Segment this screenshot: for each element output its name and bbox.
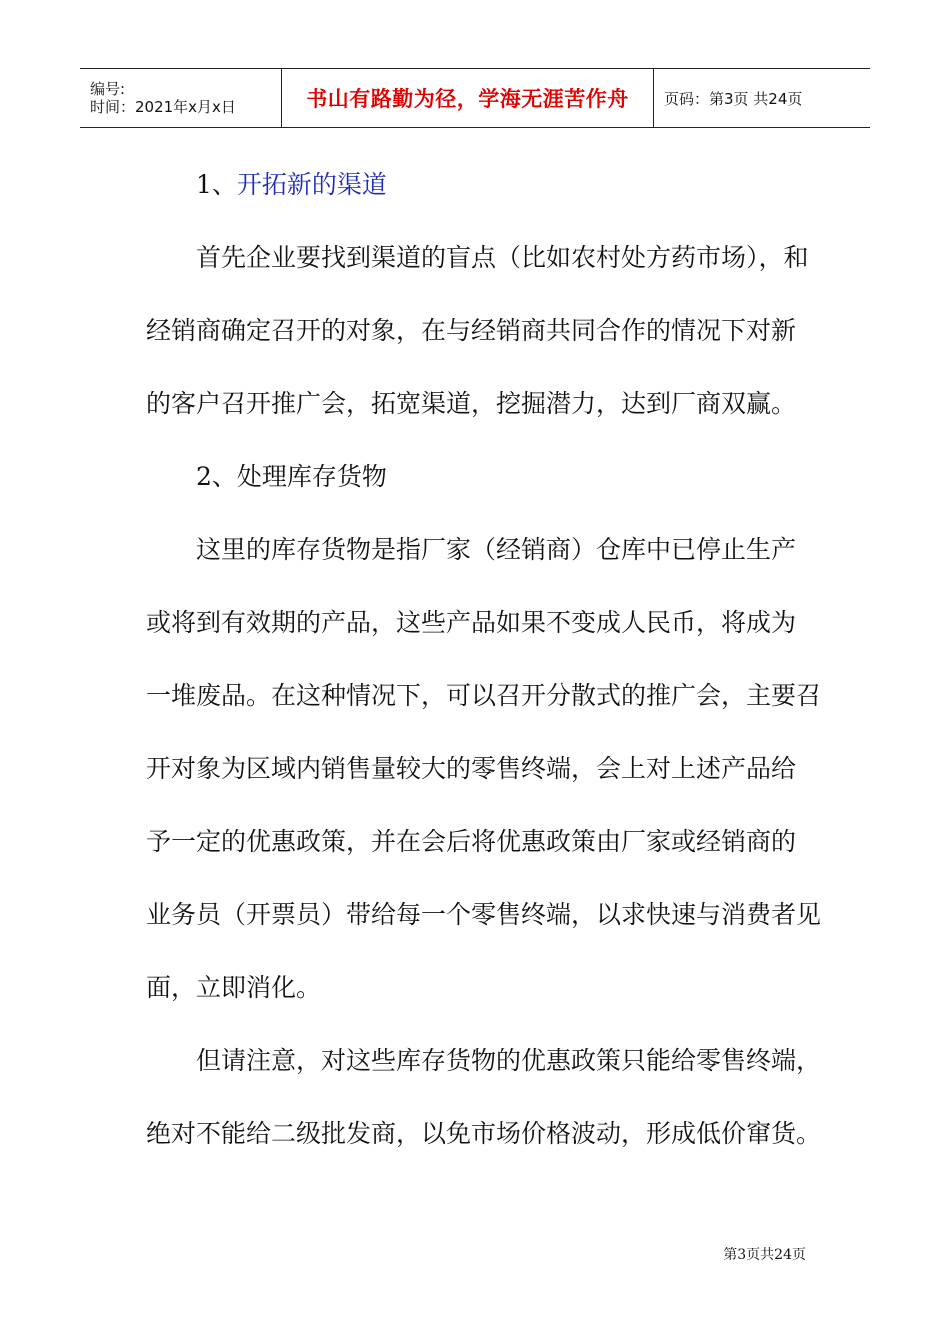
paragraph-line: 这里的库存货物是指厂家（经销商）仓库中已停止生产 <box>196 535 797 564</box>
paragraph-line: 面，立即消化。 <box>146 973 322 1002</box>
section-heading-1 <box>146 148 810 221</box>
paragraph-line: 但请注意，对这些库存货物的优惠政策只能给零售终端， <box>196 1046 822 1075</box>
header-motto-cell <box>282 69 654 127</box>
section-heading-1-number: 1、 <box>196 170 237 199</box>
paragraph-line: 或将到有效期的产品，这些产品如果不变成人民币，将成为 <box>146 608 797 637</box>
paragraph-line: 的客户召开推广会，拓宽渠道，挖掘潜力，达到厂商双赢。 <box>146 389 797 418</box>
paragraph-line: 业务员（开票员）带给每一个零售终端，以求快速与消费者见 <box>146 900 822 929</box>
paragraph-line: 一堆废品。在这种情况下，可以召开分散式的推广会，主要召 <box>146 681 822 710</box>
header-page-label: 页码：第3页 共24页 <box>664 89 803 108</box>
page-footer-number: 第3页共24页 <box>723 1247 806 1263</box>
section-heading-2: 2、处理库存货物 <box>196 462 387 491</box>
section-heading-1-title: 开拓新的渠道 <box>236 170 387 199</box>
header-time-label: 时间：2021年x月x日 <box>90 98 236 116</box>
document-body <box>146 148 822 1170</box>
header-info-cell <box>80 69 282 127</box>
paragraph-line: 开对象为区域内销售量较大的零售终端，会上对上述产品给 <box>146 754 797 783</box>
paragraph-line: 绝对不能给二级批发商，以免市场价格波动，形成低价窜货。 <box>146 1119 822 1148</box>
header-number-label: 编号: <box>90 80 126 98</box>
header-page-cell <box>654 69 870 127</box>
page-header <box>80 68 870 128</box>
paragraph-line: 予一定的优惠政策，并在会后将优惠政策由厂家或经销商的 <box>146 827 797 856</box>
paragraph-line: 经销商确定召开的对象，在与经销商共同合作的情况下对新 <box>146 316 797 345</box>
header-motto: 书山有路勤为径，学海无涯苦作舟 <box>306 87 629 111</box>
paragraph-line: 首先企业要找到渠道的盲点（比如农村处方药市场），和 <box>196 243 809 272</box>
